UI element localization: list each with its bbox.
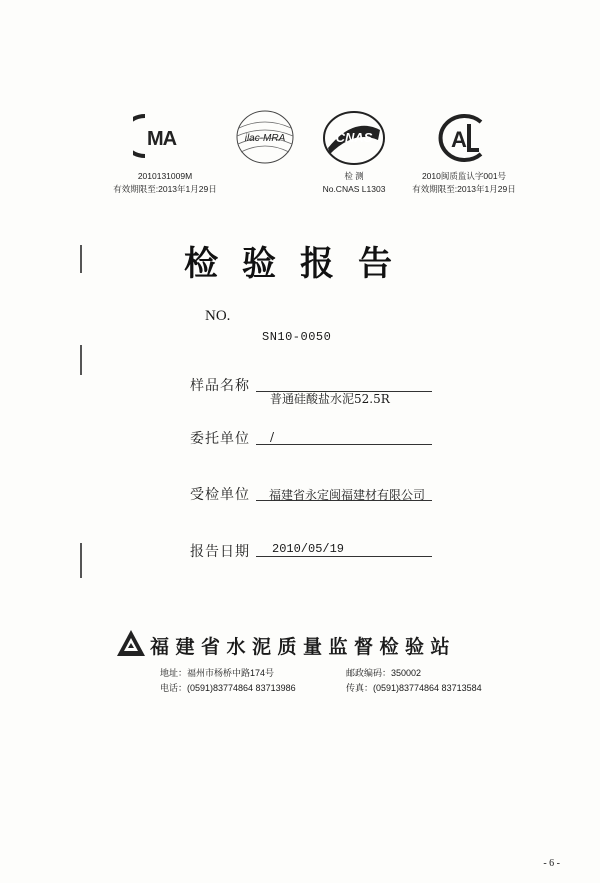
sample-name-label: 样品名称: [190, 378, 250, 394]
station-postcode: 邮政编码：350002: [346, 668, 422, 678]
cma-logo: [133, 112, 193, 160]
svg-text:ilac-MRA: ilac-MRA: [244, 133, 286, 144]
station-name: 福建省水泥质量监督检验站: [150, 636, 457, 658]
scan-mark: [80, 543, 82, 578]
station-address: 地址：福州市杨桥中路174号: [160, 668, 275, 678]
ilac-mra-logo: [233, 108, 297, 166]
cnas-number: No.CNAS L1303: [322, 184, 386, 194]
inspected-unit-label: 受检单位: [190, 487, 250, 503]
cma-validity: 有效期限至:2013年1月29日: [113, 184, 217, 194]
station-phone: 电话：(0591)83774864 83713986: [160, 683, 296, 693]
inspected-unit-value: 福建省永定闽福建材有限公司: [269, 488, 426, 502]
scan-mark: [80, 245, 82, 273]
station-logo: [115, 628, 147, 660]
report-no-label: NO.: [205, 308, 231, 324]
report-date-label: 报告日期: [190, 544, 250, 560]
svg-text:MA: MA: [147, 128, 177, 150]
cnas-type: 检 测: [344, 171, 364, 181]
svg-text:A: A: [451, 127, 467, 152]
client-label: 委托单位: [190, 431, 250, 447]
report-no-value: SN10-0050: [262, 330, 332, 344]
report-date-value: 2010/05/19: [272, 542, 345, 556]
report-date-line: [256, 556, 432, 557]
scan-mark: [80, 345, 82, 375]
sample-name-value: 普通硅酸盐水泥52.5R: [270, 392, 390, 406]
client-value: /: [270, 430, 275, 444]
cnas-logo: [320, 110, 388, 166]
client-line: [256, 444, 432, 445]
cma-number: 2010131009M: [137, 171, 193, 181]
cal-validity: 有效期限至:2013年1月29日: [412, 184, 516, 194]
svg-text:CNAS: CNAS: [335, 130, 373, 145]
page-number: - 6 -: [543, 858, 560, 869]
cal-logo: [435, 112, 493, 164]
station-fax: 传真：(0591)83774864 83713584: [346, 683, 482, 693]
cal-number: 2010闽质监认字001号: [421, 171, 507, 181]
report-title: 检验报告: [184, 244, 416, 284]
